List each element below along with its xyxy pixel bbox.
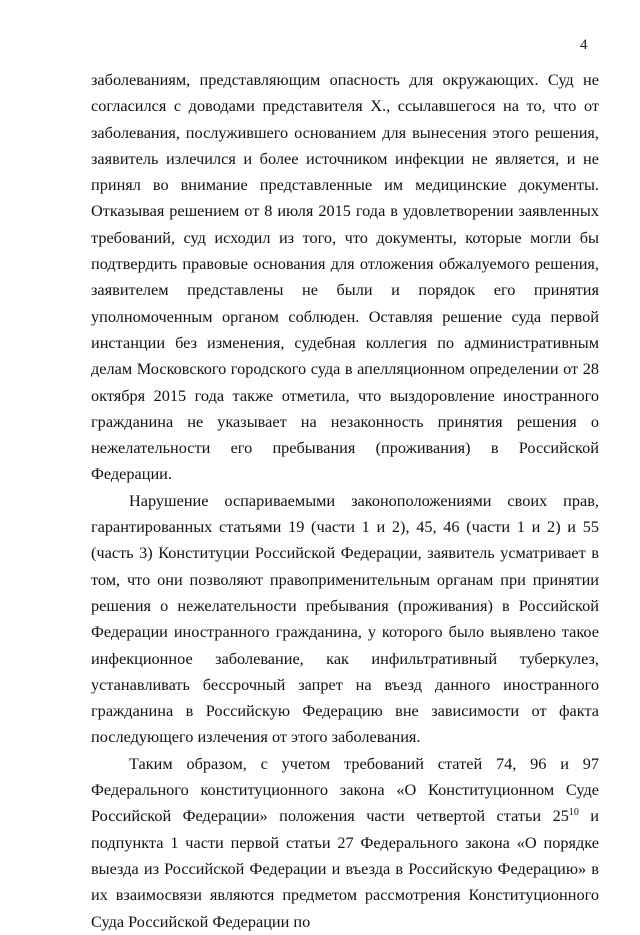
paragraph-3: [91, 751, 599, 935]
paragraph-1: заболеваниям, представляющим опасность для окружающих. Суд не согласился с доводами представителя Х., ссылавшегося на то, что от заболевания, послужившего основанием для вынесения этого решения, заявитель излечился и более источником инфекции не является, и не принял во внимание представленные им медицинские документы. Отказывая решением от 8 июля 2015 года в удовлетворении заявленных требований, суд исходил из того, что документы, которые могли бы подтвердить правовые основания для отложения обжалуемого решения, заявителем представлены не были и порядок его принятия уполномоченным органом соблюден. Оставляя решение суда первой инстанции без изменения, судебная коллегия по административным делам Московского городского суда в апелляционном определении от 28 октября 2015 года также отметила, что выздоровление иностранного гражданина не указывает на незаконность принятия решения о нежелательности его пребывания (проживания) в Российской Федерации.: [91, 70, 599, 484]
article-superscript: 10: [568, 807, 579, 819]
paragraph-2: Нарушение оспариваемыми законоположениями своих прав, гарантированных статьями 19 (части 1 и 2), 45, 46 (части 1 и 2) и 55 (часть 3) Конституции Российской Федерации, заявитель усматривает в том, что они позволяют правоприменительным органам при принятии решения о нежелательности пребывания (проживания) в Российской Федерации иностранного гражданина, у которого было выявлено такое инфекционное заболевание, как инфильтративный туберкулез, устанавливать бессрочный запрет на въезд данного иностранного гражданина в Российскую Федерацию вне зависимости от факта последующего излечения от этого заболевания.: [91, 490, 599, 747]
document-body: [91, 67, 599, 935]
page-number: 4: [580, 37, 588, 53]
paragraph-3-text-end: и подпункта 1 части первой статьи 27 Федерального закона «О порядке выезда из Российской Федерации и въезда в Российскую Федерацию» в их взаимосвязи являются предметом рассмотрения Конституционного Суда Российской Федерации по: [91, 806, 599, 931]
paragraph-3-text-start: Таким образом, с учетом требований статей 74, 96 и 97 Федерального конституционного закона «О Конституционном Суде Российской Федерации» положения части четвертой статьи 25: [91, 753, 599, 826]
